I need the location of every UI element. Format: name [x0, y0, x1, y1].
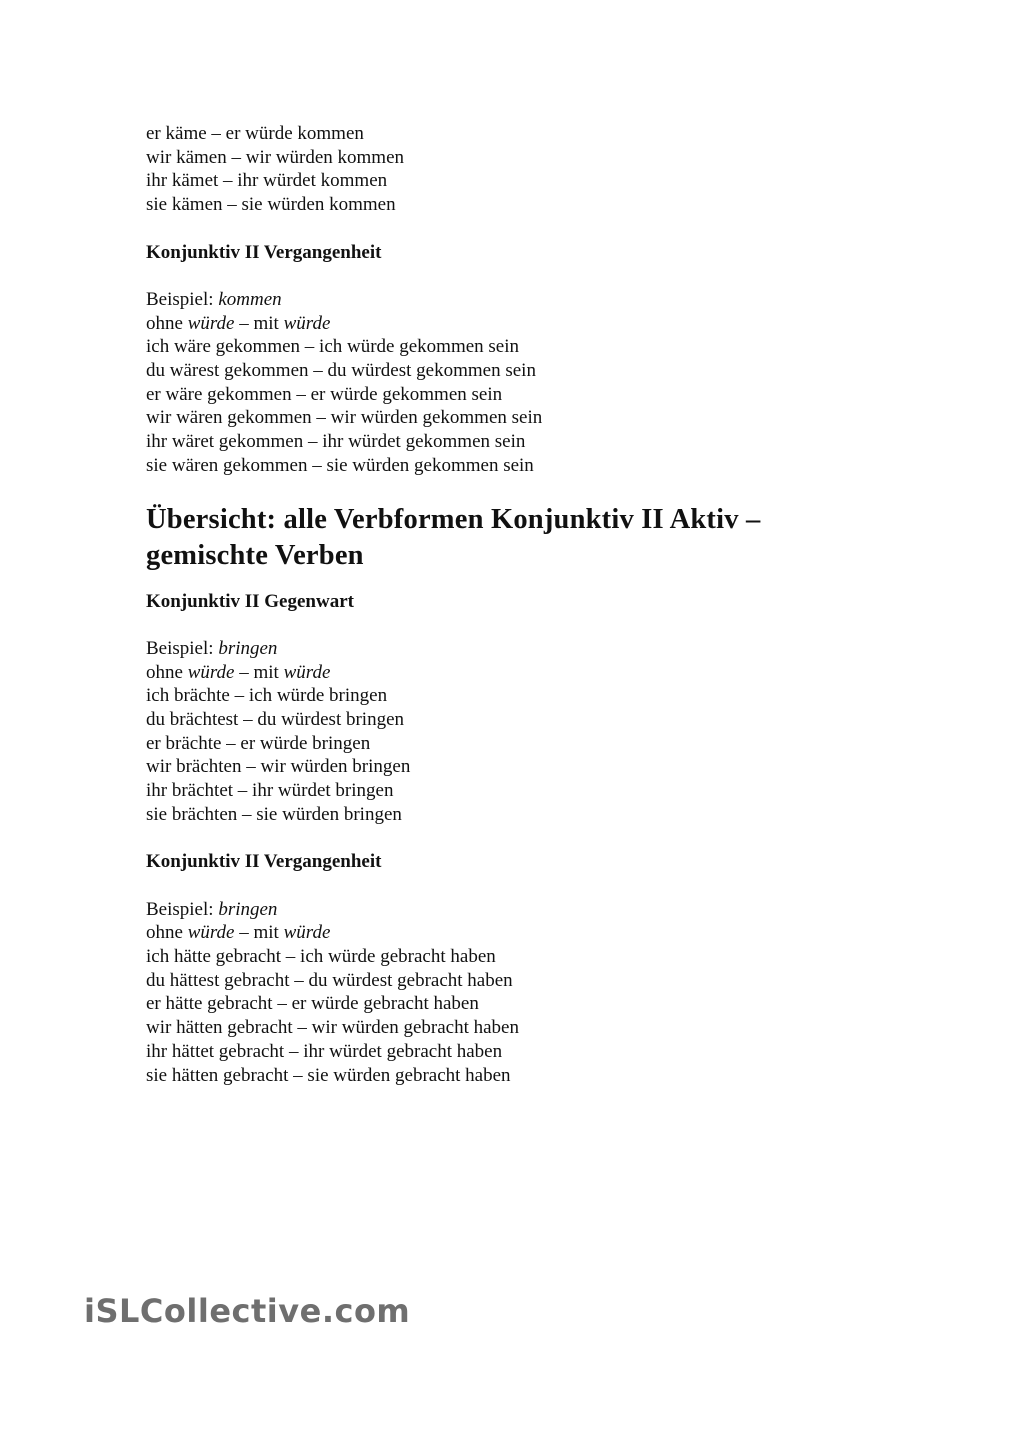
wuerde-word: würde — [187, 661, 235, 683]
wuerde-word: würde — [187, 312, 235, 334]
conjugation-line: sie kämen – sie würden kommen — [146, 194, 396, 216]
conjugation-line: sie hätten gebracht – sie würden gebracht haben — [146, 1064, 511, 1086]
conjugation-line: sie brächten – sie würden bringen — [146, 803, 402, 825]
ohne-mit-line — [146, 661, 906, 685]
ohne-label: ohne — [146, 922, 188, 944]
example-verb: bringen — [218, 637, 278, 659]
conjugation-line: ich wäre gekommen – ich würde gekommen sein — [146, 336, 520, 358]
overview-title-line2: gemischte Verben — [146, 539, 364, 571]
conjugation-line: er wäre gekommen – er würde gekommen sein — [146, 383, 503, 405]
wuerde-word: würde — [187, 922, 235, 944]
ohne-mit-line — [146, 921, 906, 945]
ohne-label: ohne — [146, 312, 188, 334]
example-verb: bringen — [218, 898, 278, 920]
section-bringen-past — [146, 850, 906, 1087]
conjugation-line: sie wären gekommen – sie würden gekommen sein — [146, 454, 534, 476]
spacer — [146, 613, 906, 637]
section-heading: Konjunktiv II Vergangenheit — [146, 851, 382, 873]
example-label: Beispiel: — [146, 898, 219, 920]
conjugation-line: er käme – er würde kommen — [146, 123, 364, 144]
conjugation-line: ihr hättet gebracht – ihr würdet gebracht haben — [146, 1040, 503, 1062]
spacer — [146, 827, 906, 851]
wuerde-word: würde — [283, 922, 331, 944]
conjugation-line: ihr kämet – ihr würdet kommen — [146, 170, 388, 192]
mit-label: – mit — [234, 312, 284, 334]
overview-title — [146, 502, 906, 574]
conjugation-line: ihr brächtet – ihr würdet bringen — [146, 780, 394, 802]
example-line — [146, 637, 906, 661]
conjugation-line: wir kämen – wir würden kommen — [146, 146, 405, 168]
conjugation-block-top — [146, 122, 906, 217]
mit-label: – mit — [234, 922, 284, 944]
example-line — [146, 898, 906, 922]
example-label: Beispiel: — [146, 288, 219, 310]
conjugation-line: wir hätten gebracht – wir würden gebracht haben — [146, 1017, 519, 1039]
section-heading: Konjunktiv II Gegenwart — [146, 590, 354, 612]
ohne-mit-line — [146, 312, 906, 336]
section-heading: Konjunktiv II Vergangenheit — [146, 241, 382, 263]
spacer — [146, 217, 906, 241]
example-line — [146, 288, 906, 312]
document-body — [146, 122, 906, 1087]
section-kommen-past — [146, 241, 906, 478]
conjugation-line: er brächte – er würde bringen — [146, 732, 371, 754]
conjugation-line: er hätte gebracht – er würde gebracht haben — [146, 993, 479, 1015]
conjugation-line: ich hätte gebracht – ich würde gebracht haben — [146, 946, 496, 968]
example-verb: kommen — [218, 288, 282, 310]
ohne-label: ohne — [146, 661, 188, 683]
mit-label: – mit — [234, 661, 284, 683]
spacer — [146, 264, 906, 288]
site-watermark: iSLCollective.com — [84, 1292, 411, 1330]
conjugation-line: du wärest gekommen – du würdest gekommen sein — [146, 360, 536, 381]
example-label: Beispiel: — [146, 637, 219, 659]
wuerde-word: würde — [283, 661, 331, 683]
conjugation-line: wir brächten – wir würden bringen — [146, 756, 411, 778]
conjugation-line: du brächtest – du würdest bringen — [146, 709, 405, 731]
spacer — [146, 874, 906, 898]
spacer — [146, 478, 906, 490]
overview-title-line1: Übersicht: alle Verbformen Konjunktiv II Aktiv – — [146, 503, 761, 535]
section-bringen-present — [146, 590, 906, 827]
spacer — [146, 574, 906, 590]
conjugation-line: wir wären gekommen – wir würden gekommen sein — [146, 407, 543, 429]
wuerde-word: würde — [283, 312, 331, 334]
conjugation-line: ihr wäret gekommen – ihr würdet gekommen sein — [146, 431, 526, 453]
conjugation-line: ich brächte – ich würde bringen — [146, 685, 388, 707]
conjugation-line: du hättest gebracht – du würdest gebracht haben — [146, 969, 513, 991]
